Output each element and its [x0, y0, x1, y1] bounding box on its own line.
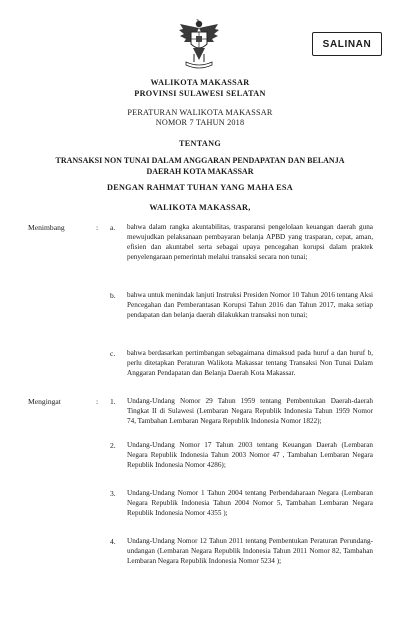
grace-line: DENGAN RAHMAT TUHAN YANG MAHA ESA: [106, 183, 294, 192]
menimbang-colon: :: [96, 223, 99, 232]
menimbang-marker-a: a.: [110, 223, 116, 232]
menimbang-item-a: bahwa dalam rangka akuntabilitas, trasparansi pengelolaan keuangan daerah guna mewujudkan pelaksanaan pembayaran belanja APBD yang trasparan, cepat, aman, efisien dan akuntabel serta sebagai upaya pencegahan korupsi dalam praktek penyelengaraan pemerintah melalui transaksi secara non tunai;: [127, 223, 373, 261]
mengingat-colon: :: [96, 397, 99, 406]
province-heading: PROVINSI SULAWESI SELATAN: [134, 89, 266, 98]
regulation-number: NOMOR 7 TAHUN 2018: [155, 118, 245, 127]
mengingat-marker-2: 2.: [110, 441, 116, 450]
mengingat-marker-4: 4.: [110, 537, 116, 546]
mayor-heading: WALIKOTA MAKASSAR: [150, 78, 250, 87]
salinan-stamp: SALINAN: [312, 32, 382, 56]
regulation-title: PERATURAN WALIKOTA MAKASSAR: [127, 108, 273, 117]
menimbang-item-c: bahwa berdasarkan pertimbangan sebagaimana dimaksud pada huruf a dan huruf b, perlu ditetapkan Peraturan Walikota Makassar tentang Transaksi Non Tunai Dalam Anggaran Pendapatan dan Belanja Daerah Kota Makassar.: [127, 349, 373, 377]
menimbang-item-b: bahwa untuk menindak lanjuti Instruksi Presiden Nomor 10 Tahun 2016 tentang Aksi Pencegahan dan Pemberantasan Korupsi Tahun 2016 dan Tahun 2017, maka setiap pendapatan dan belanja daerah dilakukkan transaksi non tunai;: [127, 291, 373, 319]
garuda-emblem-icon: [176, 18, 222, 70]
mengingat-marker-1: 1.: [110, 397, 116, 406]
menimbang-marker-b: b.: [110, 291, 116, 300]
mengingat-item-1: Undang-Undang Nomor 29 Tahun 1959 tentang Pembentukan Daerah-daerah Tingkat II di Sulawesi (Lembaran Negara Republik Indonesia Tahun 1959 Nomor 74, Tambahan Lembaran Negara Republik Indonesia Nomor 1822);: [127, 397, 373, 425]
mengingat-item-4: Undang-Undang Nomor 12 Tahun 2011 tentang Pembentukan Peraturan Perundang-undangan (Lembaran Negara Republik Indonesia Tahun 2011 Nomor 82, Tambahan Lembaran Negara Republik Indonesia Nomor 5234 );: [127, 537, 373, 565]
mengingat-item-2: Undang-Undang Nomor 17 Tahun 2003 tentang Keuangan Daerah (Lembaran Negara Republik Indonesia Tahun 2003 Nomor 47 , Tambahan Lembaran Negara Republik Indonesia Nomor 4286);: [127, 441, 373, 469]
regulation-subject: TRANSAKSI NON TUNAI DALAM ANGGARAN PENDAPATAN DAN BELANJA DAERAH KOTA MAKASSAR: [55, 156, 345, 176]
mayor-line: WALIKOTA MAKASSAR,: [149, 203, 251, 212]
menimbang-marker-c: c.: [110, 349, 116, 358]
mengingat-marker-3: 3.: [110, 489, 116, 498]
menimbang-label: Menimbang: [28, 223, 65, 232]
mengingat-label: Mengingat: [28, 397, 61, 406]
mengingat-item-3: Undang-Undang Nomor 1 Tahun 2004 tentang Perbendaharaan Negara (Lembaran Negara Republik Indonesia Tahun 2004 Nomor 5, Tambahan Lembaran Negara Republik Indonesia Nomor 4355 );: [127, 489, 373, 517]
about-heading: TENTANG: [179, 139, 221, 148]
